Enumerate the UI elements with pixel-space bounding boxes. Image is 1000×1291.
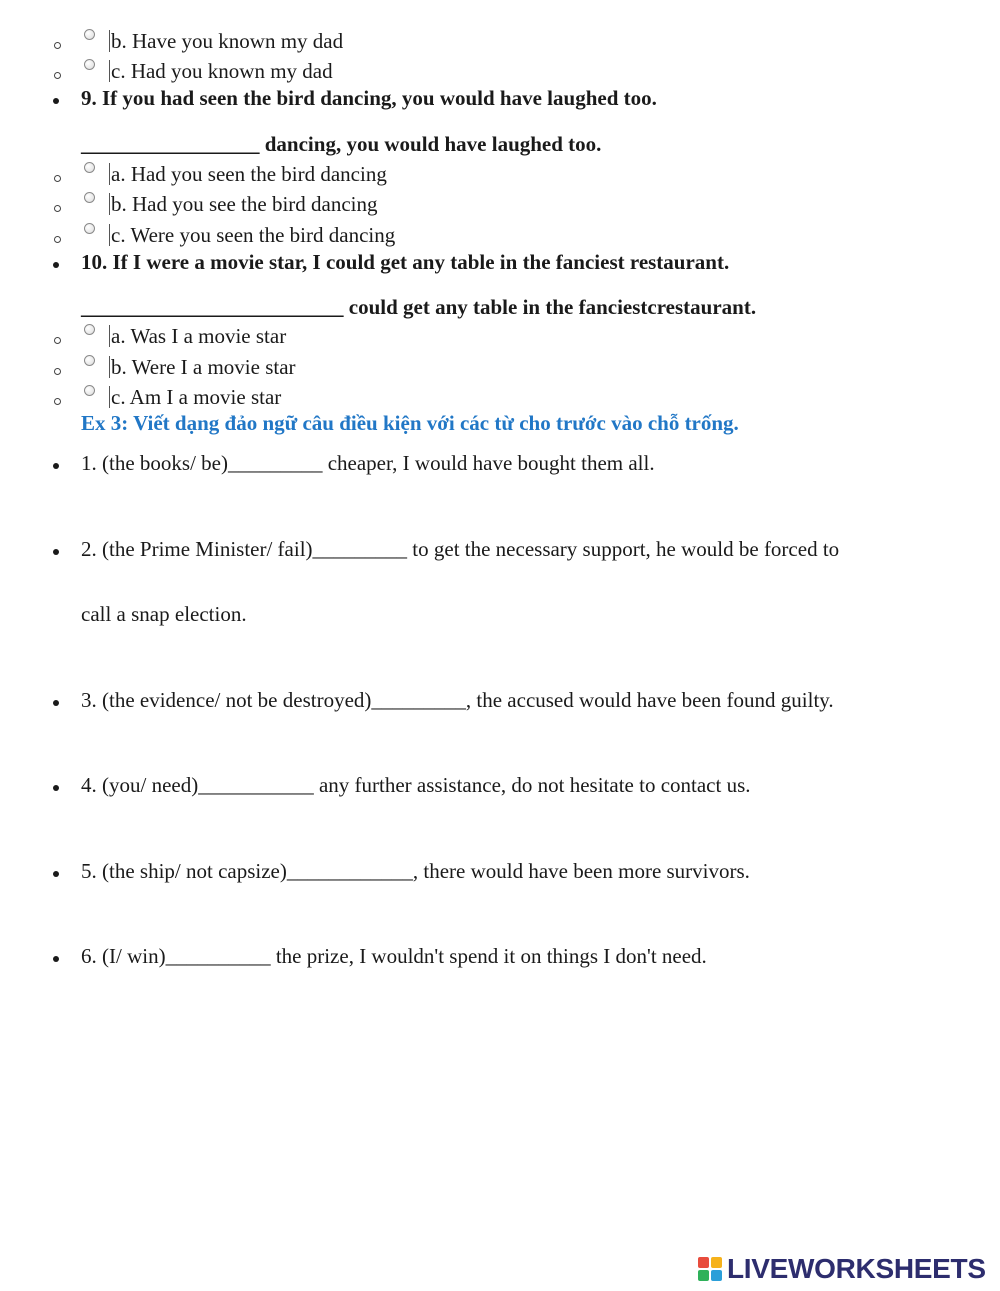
radio-q9-c[interactable] xyxy=(84,223,95,234)
text-caret xyxy=(109,193,110,215)
sub-bullet xyxy=(54,398,61,405)
bullet xyxy=(53,463,59,469)
q10-option-a: a. Was I a movie star xyxy=(111,324,287,348)
logo-block xyxy=(698,1257,709,1268)
bullet xyxy=(53,871,59,877)
q9-prompt: 9. If you had seen the bird dancing, you would have laughed too. xyxy=(81,86,657,110)
ex3-item-3[interactable]: 3. (the evidence/ not be destroyed)_________, the accused would have been found guilty. xyxy=(81,688,834,712)
bullet xyxy=(53,700,59,706)
sub-bullet xyxy=(54,368,61,375)
bullet xyxy=(53,98,59,104)
sub-bullet xyxy=(54,175,61,182)
q9-option-a: a. Had you seen the bird dancing xyxy=(111,162,387,186)
ex3-item-2-continued: call a snap election. xyxy=(81,602,247,626)
logo-text: LIVEWORKSHEETS xyxy=(727,1253,986,1284)
ex3-item-4[interactable]: 4. (you/ need)___________ any further assistance, do not hesitate to contact us. xyxy=(81,773,751,797)
exercise-3-heading: Ex 3: Viết dạng đảo ngữ câu điều kiện với các từ cho trước vào chỗ trống. xyxy=(81,411,739,435)
radio-q10-c[interactable] xyxy=(84,385,95,396)
text-caret xyxy=(109,325,110,347)
radio-q10-a[interactable] xyxy=(84,324,95,335)
logo-blocks-icon xyxy=(698,1257,722,1281)
radio-option-b-prev[interactable] xyxy=(84,29,95,40)
sub-bullet xyxy=(54,337,61,344)
ex3-item-1[interactable]: 1. (the books/ be)_________ cheaper, I would have bought them all. xyxy=(81,451,655,475)
text-caret xyxy=(109,30,110,52)
option-b-prev: b. Have you known my dad xyxy=(111,29,344,53)
q9-option-b: b. Had you see the bird dancing xyxy=(111,192,378,216)
q10-option-c: c. Am I a movie star xyxy=(111,385,282,409)
q10-answer-line[interactable]: _________________________ could get any table in the fanciestcrestaurant. xyxy=(81,295,757,319)
text-caret xyxy=(109,224,110,246)
text-caret xyxy=(109,163,110,185)
option-c-prev: c. Had you known my dad xyxy=(111,59,333,83)
sub-bullet xyxy=(54,72,61,79)
q10-option-b: b. Were I a movie star xyxy=(111,355,296,379)
bullet xyxy=(53,956,59,962)
text-caret xyxy=(109,60,110,82)
logo-block xyxy=(711,1270,722,1281)
ex3-item-5[interactable]: 5. (the ship/ not capsize)____________, there would have been more survivors. xyxy=(81,859,750,883)
text-caret xyxy=(109,356,110,378)
text-caret xyxy=(109,386,110,408)
ex3-item-6[interactable]: 6. (I/ win)__________ the prize, I wouldn't spend it on things I don't need. xyxy=(81,944,707,968)
bullet xyxy=(53,785,59,791)
logo-block xyxy=(711,1257,722,1268)
bullet xyxy=(53,549,59,555)
ex3-item-2[interactable]: 2. (the Prime Minister/ fail)_________ to get the necessary support, he would be forced to xyxy=(81,537,840,561)
sub-bullet xyxy=(54,205,61,212)
radio-q9-a[interactable] xyxy=(84,162,95,173)
sub-bullet xyxy=(54,42,61,49)
q10-prompt: 10. If I were a movie star, I could get any table in the fanciest restaurant. xyxy=(81,250,730,274)
bullet xyxy=(53,262,59,268)
liveworksheets-logo xyxy=(698,1254,986,1284)
q9-answer-line[interactable]: _________________ dancing, you would have laughed too. xyxy=(81,132,602,156)
logo-block xyxy=(698,1270,709,1281)
radio-option-c-prev[interactable] xyxy=(84,59,95,70)
q9-option-c: c. Were you seen the bird dancing xyxy=(111,223,396,247)
radio-q10-b[interactable] xyxy=(84,355,95,366)
sub-bullet xyxy=(54,236,61,243)
radio-q9-b[interactable] xyxy=(84,192,95,203)
